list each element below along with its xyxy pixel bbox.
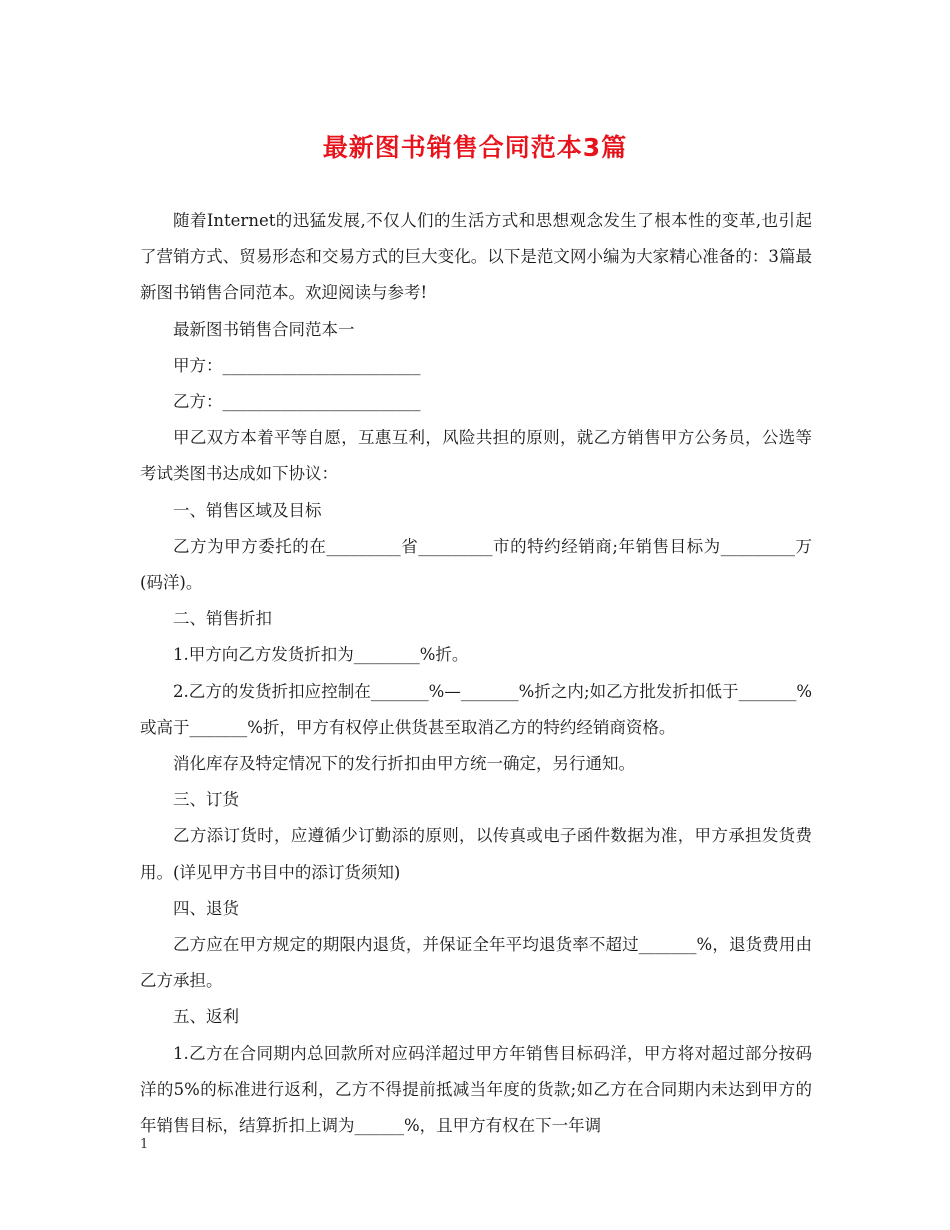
section-heading-returns: 四、退货 [173, 898, 239, 918]
contract-heading-one: 最新图书销售合同范本一 [173, 319, 355, 339]
section-heading-rebate: 五、返利 [173, 1007, 239, 1027]
section-heading-ordering: 三、订货 [173, 790, 239, 810]
discount-clause-3: 消化库存及特定情况下的发行折扣由甲方统一确定，另行通知。 [173, 754, 635, 774]
returns-paragraph: 乙方应在甲方规定的期限内退货，并保证全年平均退货率不超过_______%，退货费用由乙方承担。 [140, 935, 812, 991]
section-heading-discount: 二、销售折扣 [173, 609, 272, 629]
intro-paragraph: 随着Internet的迅猛发展,不仅人们的生活方式和思想观念发生了根本性的变革,也引起了营销方式、贸易形态和交易方式的巨大变化。以下是范文网小编为大家精心准备的：3篇最新图书销售合同范本。欢迎阅读与参考! [140, 211, 812, 303]
page-number: 1 [140, 1137, 149, 1152]
ordering-paragraph: 乙方添订货时，应遵循少订勤添的原则，以传真或电子函件数据为准，甲方承担发货费用。(详见甲方书目中的添订货须知) [140, 826, 812, 882]
document-title: 最新图书销售合同范本3篇 [322, 133, 628, 162]
discount-clause-1: 1.甲方向乙方发货折扣为________%折。 [173, 645, 469, 665]
rebate-clause-1: 1.乙方在合同期内总回款所对应码洋超过甲方年销售目标码洋，甲方将对超过部分按码洋的5%的标准进行返利，乙方不得提前抵减当年度的货款;如乙方在合同期内未达到甲方的年销售目标，结算折扣上调为______%，且甲方有权在下一年调 [140, 1043, 812, 1136]
party-b-line: 乙方：________________________ [173, 392, 421, 412]
document-body [140, 203, 812, 1144]
section-heading-sales-region: 一、销售区域及目标 [173, 500, 322, 520]
party-a-line: 甲方：________________________ [173, 355, 421, 375]
sales-region-paragraph: 乙方为甲方委托的在_________省_________市的特约经销商;年销售目标为_________万(码洋)。 [140, 536, 812, 593]
discount-clause-2: 2.乙方的发货折扣应控制在_______%—_______%折之内;如乙方批发折扣低于_______%或高于_______%折，甲方有权停止供货甚至取消乙方的特约经销商资格。 [140, 681, 812, 737]
agreement-preamble: 甲乙双方本着平等自愿，互惠互利，风险共担的原则，就乙方销售甲方公务员，公选等考试类图书达成如下协议： [140, 428, 812, 484]
